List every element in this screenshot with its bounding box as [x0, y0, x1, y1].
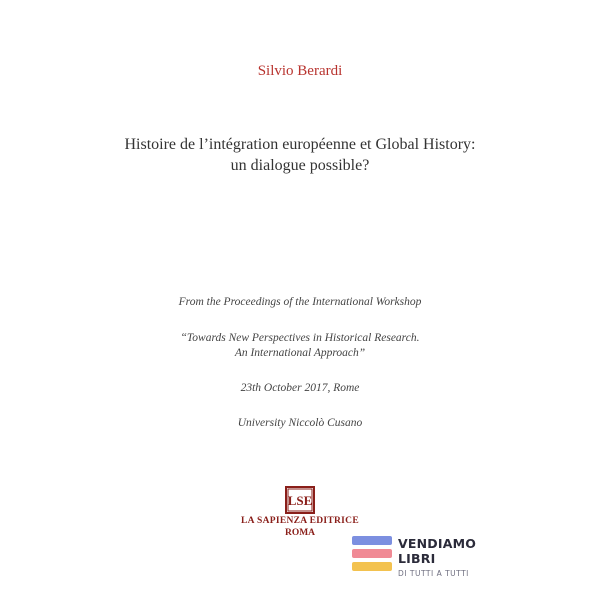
watermark-line-3: DI TUTTI A TUTTI: [398, 569, 469, 578]
publisher-logo-letters: LSE: [287, 493, 313, 508]
vendiamo-libri-watermark: [352, 534, 497, 586]
book-title: [75, 134, 525, 176]
workshop-title: [75, 331, 525, 361]
watermark-stripe-3: [352, 562, 392, 571]
publisher-city: ROMA: [284, 528, 316, 538]
university-name: University Niccolò Cusano: [237, 417, 363, 429]
workshop-line-2: An International Approach”: [234, 347, 366, 359]
watermark-line-2: LIBRI: [398, 551, 436, 566]
book-cover: [75, 30, 525, 582]
publisher-logo-icon: [285, 486, 315, 514]
title-line-1: Histoire de l’intégration européenne et Global History:: [124, 136, 476, 153]
author-name: Silvio Berardi: [257, 63, 343, 79]
title-line-2: un dialogue possible?: [230, 157, 370, 174]
watermark-line-1: VENDIAMO: [398, 536, 477, 551]
workshop-line-1: “Towards New Perspectives in Historical Research.: [180, 332, 420, 344]
watermark-stripe-2: [352, 549, 392, 558]
publisher-logo-mark: [287, 488, 313, 512]
event-date: 23th October 2017, Rome: [240, 382, 360, 394]
publisher-name: LA SAPIENZA EDITRICE: [241, 516, 359, 526]
watermark-stripe-1: [352, 536, 392, 545]
proceedings-text: From the Proceedings of the International Workshop: [178, 296, 422, 308]
